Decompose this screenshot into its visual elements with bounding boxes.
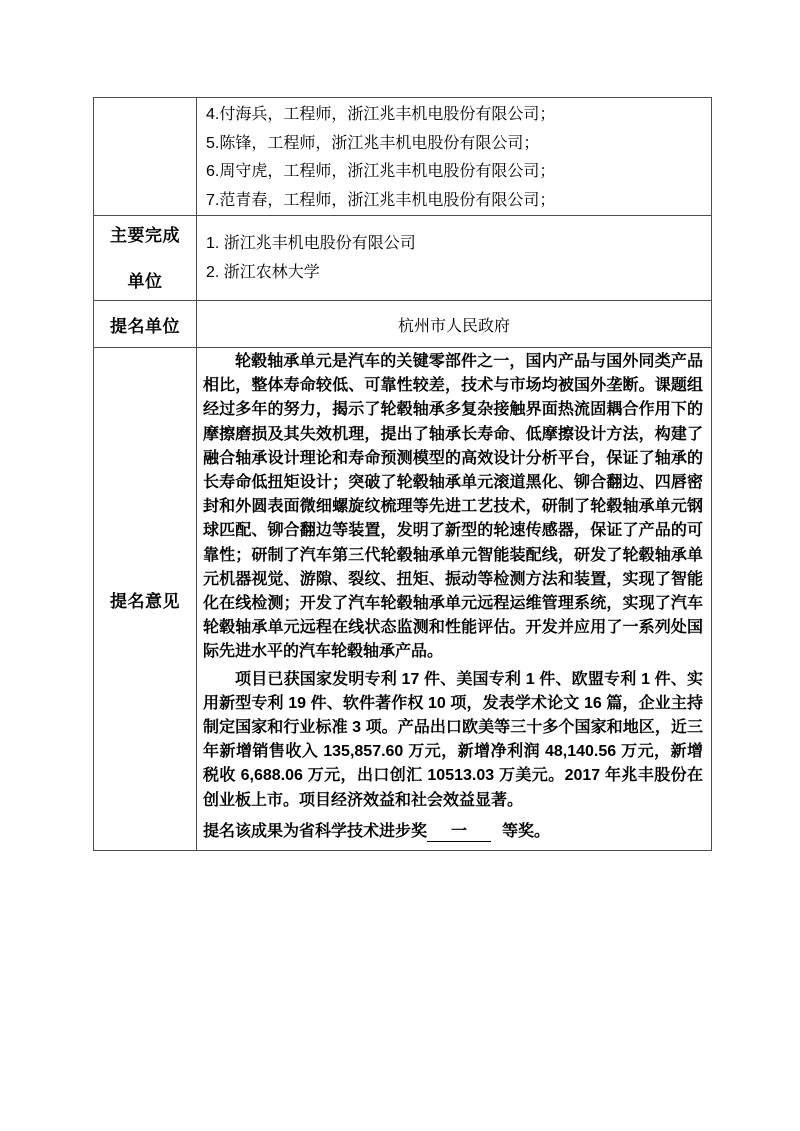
closing-suffix: 等奖。 — [502, 822, 551, 840]
main-units-label-line2: 单位 — [127, 271, 163, 291]
nominator-value: 杭州市人民政府 — [197, 301, 712, 348]
opinion-paragraph-2: 项目已获国家发明专利 17 件、美国专利 1 件、欧盟专利 1 件、实用新型专利 19 件、软件著作权 10 项，发表学术论文 16 篇，企业主持制定国家和行业标准 3 项。产品出口欧美等三十多个国家和地区，近三年新增销售收入 135,857.60 万元，新增净利润 48,140.56 万元，新增税收 6,688.06 万元，出口创汇 10513.03 万美元。2017 年兆丰股份在创业板上市。项目经济效益和社会效益显著。 — [203, 670, 703, 809]
nomination-form-table — [93, 97, 712, 851]
opinion-paragraph-1: 轮毂轴承单元是汽车的关键零部件之一，国内产品与国外同类产品相比，整体寿命较低、可靠性较差，技术与市场均被国外垄断。课题组经过多年的努力，揭示了轮毂轴承多复杂接触界面热流固耦合作用下的摩擦磨损及其失效机理，提出了轴承长寿命、低摩擦设计方法，构建了融合轴承设计理论和寿命预测模型的高效设计分析平台，保证了轴承的长寿命低扭矩设计；突破了轮毂轴承单元滚道黑化、铆合翻边、四唇密封和外圆表面微细螺旋纹梳理等先进工艺技术，研制了轮毂轴承单元钢球匹配、铆合翻边等装置，发明了新型的轮速传感器，保证了产品的可靠性；研制了汽车第三代轮毂轴承单元智能装配线，研发了轮毂轴承单元机器视觉、游隙、裂纹、扭矩、振动等检测方法和装置，实现了智能化在线检测；开发了汽车轮毂轴承单元远程运维管理系统，实现了汽车轮毂轴承单元远程在线状态监测和性能评估。开发并应用了一系列处国际先进水平的汽车轮毂轴承产品。 — [203, 353, 703, 661]
award-grade-value: 一 — [451, 822, 468, 840]
unit-item-2: 2. 浙江农林大学 — [206, 264, 320, 281]
nominator-label: 提名单位 — [94, 301, 197, 348]
completers-row — [94, 98, 712, 216]
nominator-row — [94, 301, 712, 348]
main-units-content-cell — [197, 216, 712, 301]
opinion-label: 提名意见 — [94, 348, 197, 851]
main-units-row — [94, 216, 712, 301]
person-item-5: 5.陈锋，工程师，浙江兆丰机电股份有限公司； — [206, 134, 540, 152]
award-grade-blank — [427, 823, 491, 842]
closing-line — [203, 820, 703, 844]
person-item-4: 4.付海兵，工程师，浙江兆丰机电股份有限公司； — [206, 106, 556, 123]
main-units-label-line1: 主要完成 — [110, 225, 180, 245]
closing-prefix: 提名该成果为省科学技术进步奖 — [203, 822, 428, 840]
completers-content-cell — [197, 98, 712, 216]
opinion-row — [94, 348, 712, 851]
opinion-content-cell — [197, 348, 712, 851]
unit-item-1: 1. 浙江兆丰机电股份有限公司 — [206, 235, 416, 252]
main-units-label-cell — [94, 216, 197, 301]
person-item-7: 7.范青春，工程师，浙江兆丰机电股份有限公司； — [206, 191, 556, 209]
person-item-6: 6.周守虎，工程师，浙江兆丰机电股份有限公司； — [206, 163, 556, 180]
completers-label-cell — [94, 98, 197, 216]
